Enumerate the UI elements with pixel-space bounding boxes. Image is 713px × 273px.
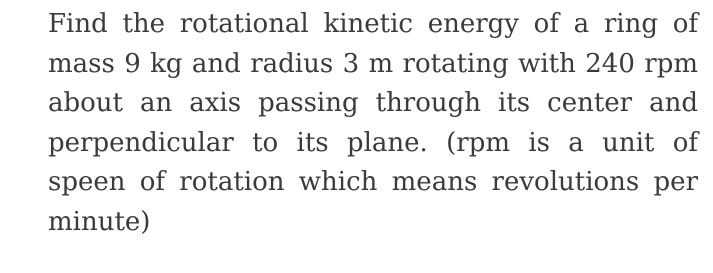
question-line: Find the rotational kinetic energy of a ring of	[48, 9, 698, 39]
question-line: about an axis passing through its center and	[48, 88, 698, 118]
question-line: perpendicular to its plane. (rpm is a unit of	[48, 127, 698, 158]
question-line: minute)	[48, 206, 151, 237]
question-line: speen of rotation which means revolutions per	[48, 167, 698, 197]
question-text	[48, 5, 698, 242]
question-line: mass 9 kg and radius 3 m rotating with 240 rpm	[48, 48, 698, 79]
